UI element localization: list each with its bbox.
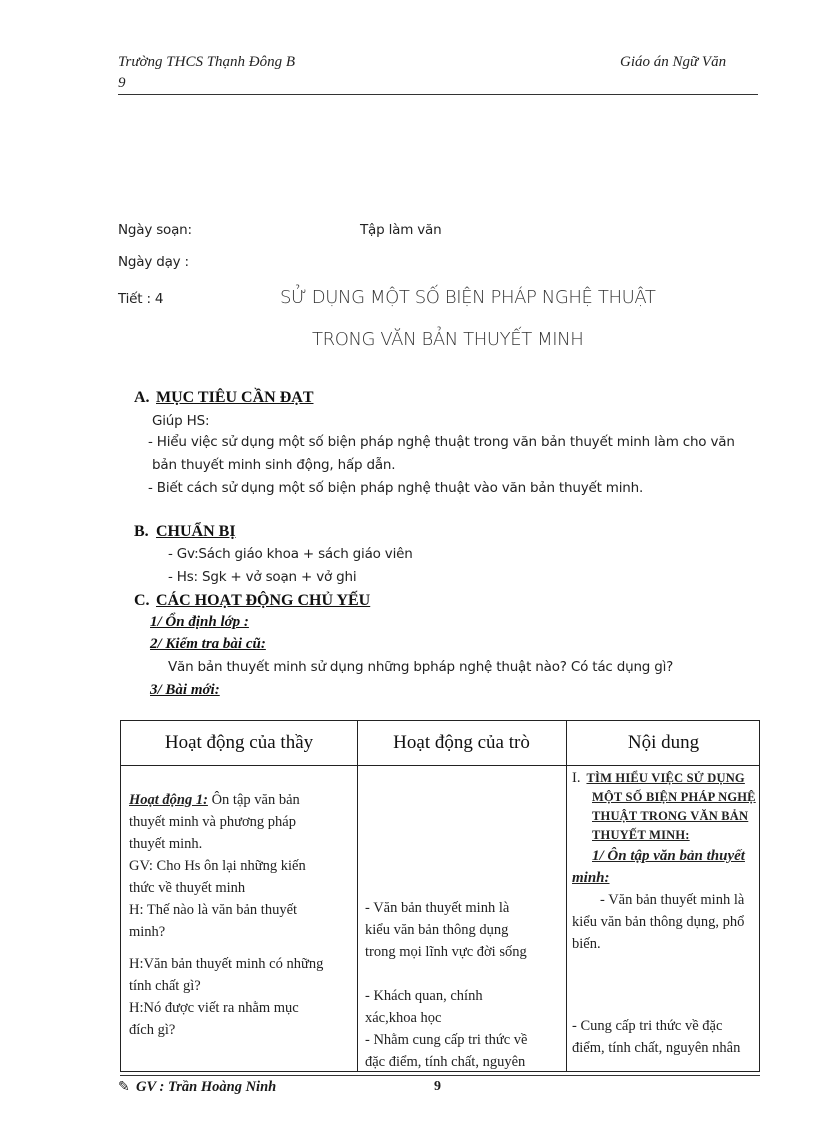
footer-rule: [120, 1075, 760, 1076]
step3-heading: 3/ Bài mới:: [150, 682, 220, 698]
header-content: Nội dung: [627, 732, 700, 753]
section-b-letter: B.: [134, 523, 149, 540]
header-teacher: Hoạt động của thầy: [164, 732, 314, 753]
section-c-letter: C.: [134, 592, 150, 609]
activity-label: Hoạt động 1:: [129, 792, 208, 808]
content-heading-l1: TÌM HIỂU VIỆC SỬ DỤNG: [586, 771, 745, 785]
table-divider-1: [357, 721, 358, 1071]
teach-date-label: Ngày dạy :: [118, 254, 189, 270]
category-label: Tập làm văn: [360, 222, 442, 238]
review-question: Văn bản thuyết minh sử dụng những bpháp nghệ thuật nào? Có tác dụng gì?: [168, 659, 674, 675]
content-item2-l2: điểm, tính chất, nguyên nhân: [572, 1040, 741, 1056]
footer-teacher: GV : Trần Hoàng Ninh: [136, 1079, 277, 1095]
answer1-line2: kiểu văn bản thông dụng: [365, 922, 509, 938]
section-b-item2: - Hs: Sgk + vở soạn + vở ghi: [168, 569, 357, 585]
answer2-line2: xác,khoa học: [365, 1010, 442, 1026]
period-label: Tiết : 4: [118, 291, 164, 307]
answer1-line1: - Văn bản thuyết minh là: [365, 900, 510, 916]
table-divider-2: [566, 721, 567, 1071]
answer3-line1: - Nhằm cung cấp tri thức về: [365, 1032, 528, 1048]
content-column: [572, 769, 758, 1059]
activity-text-l3: thuyết minh.: [129, 836, 203, 852]
table-header-rule: [121, 765, 759, 766]
question3-line1: H:Nó được viết ra nhằm mục: [129, 1000, 299, 1016]
page-number: 9: [434, 1079, 441, 1094]
content-sub-l1: 1/ Ôn tập văn bản thuyết: [592, 848, 745, 864]
prep-date-label: Ngày soạn:: [118, 222, 192, 238]
section-b-item1: - Gv:Sách giáo khoa + sách giáo viên: [168, 546, 413, 562]
header-student: Hoạt động của trò: [393, 732, 530, 753]
step1-heading: 1/ Ổn định lớp :: [150, 614, 249, 630]
content-item1-l1: - Văn bản thuyết minh là: [600, 892, 745, 908]
gv-line2: thức về thuyết minh: [129, 880, 246, 896]
header-school: Trường THCS Thạnh Đông B: [118, 54, 296, 70]
section-b-heading: CHUẨN BỊ: [156, 523, 236, 540]
teacher-column: [129, 789, 351, 1041]
question1-line2: minh?: [129, 924, 166, 940]
content-item2-l1: - Cung cấp tri thức về đặc: [572, 1018, 723, 1034]
activity-text-l1: Ôn tập văn bản: [207, 792, 300, 808]
pen-icon: ✎: [118, 1079, 130, 1095]
question1-line1: H: Thế nào là văn bản thuyết: [129, 902, 298, 918]
section-a-intro: Giúp HS:: [152, 413, 210, 429]
section-a-item2: - Biết cách sử dụng một số biện pháp nghệ thuật vào văn bản thuyết minh.: [148, 480, 644, 496]
section-c-heading: CÁC HOẠT ĐỘNG CHỦ YẾU: [156, 592, 371, 609]
student-column: [365, 897, 561, 1073]
content-roman: I.: [572, 770, 581, 786]
content-item1-l3: biến.: [572, 936, 601, 952]
section-a-heading: MỤC TIÊU CẦN ĐẠT: [156, 389, 314, 406]
answer1-line3: trong mọi lĩnh vực đời sống: [365, 944, 527, 960]
gv-line1: GV: Cho Hs ôn lại những kiến: [129, 858, 306, 874]
lesson-title-line2: TRONG VĂN BẢN THUYẾT MINH: [312, 329, 584, 350]
content-item1-l2: kiểu văn bản thông dụng, phổ: [572, 914, 745, 930]
activity-text-l2: thuyết minh và phương pháp: [129, 814, 296, 830]
header-rule: [118, 94, 758, 95]
lesson-title-line1: SỬ DỤNG MỘT SỐ BIỆN PHÁP NGHỆ THUẬT: [280, 287, 656, 308]
section-a-letter: A.: [134, 389, 150, 406]
content-heading-l4: THUYẾT MINH:: [592, 828, 690, 842]
lesson-table: [120, 720, 760, 1072]
question2-line1: H:Văn bản thuyết minh có những: [129, 956, 324, 972]
content-sub-l2: minh:: [572, 870, 610, 886]
answer2-line1: - Khách quan, chính: [365, 988, 483, 1004]
question2-line2: tính chất gì?: [129, 978, 201, 994]
step2-heading: 2/ Kiểm tra bài cũ:: [150, 636, 266, 652]
header-grade: 9: [118, 75, 126, 91]
section-a-item1-line1: - Hiểu việc sử dụng một số biện pháp nghệ thuật trong văn bản thuyết minh làm cho văn: [148, 434, 735, 450]
content-heading-l3: THUẬT TRONG VĂN BẢN: [592, 809, 749, 823]
header-subject: Giáo án Ngữ Văn: [620, 54, 727, 70]
answer3-line2: đặc điểm, tính chất, nguyên: [365, 1054, 526, 1070]
section-a-item1-line2: bản thuyết minh sinh động, hấp dẫn.: [152, 457, 396, 473]
question3-line2: đích gì?: [129, 1022, 176, 1038]
content-heading-l2: MỘT SỐ BIỆN PHÁP NGHỆ: [592, 790, 756, 804]
